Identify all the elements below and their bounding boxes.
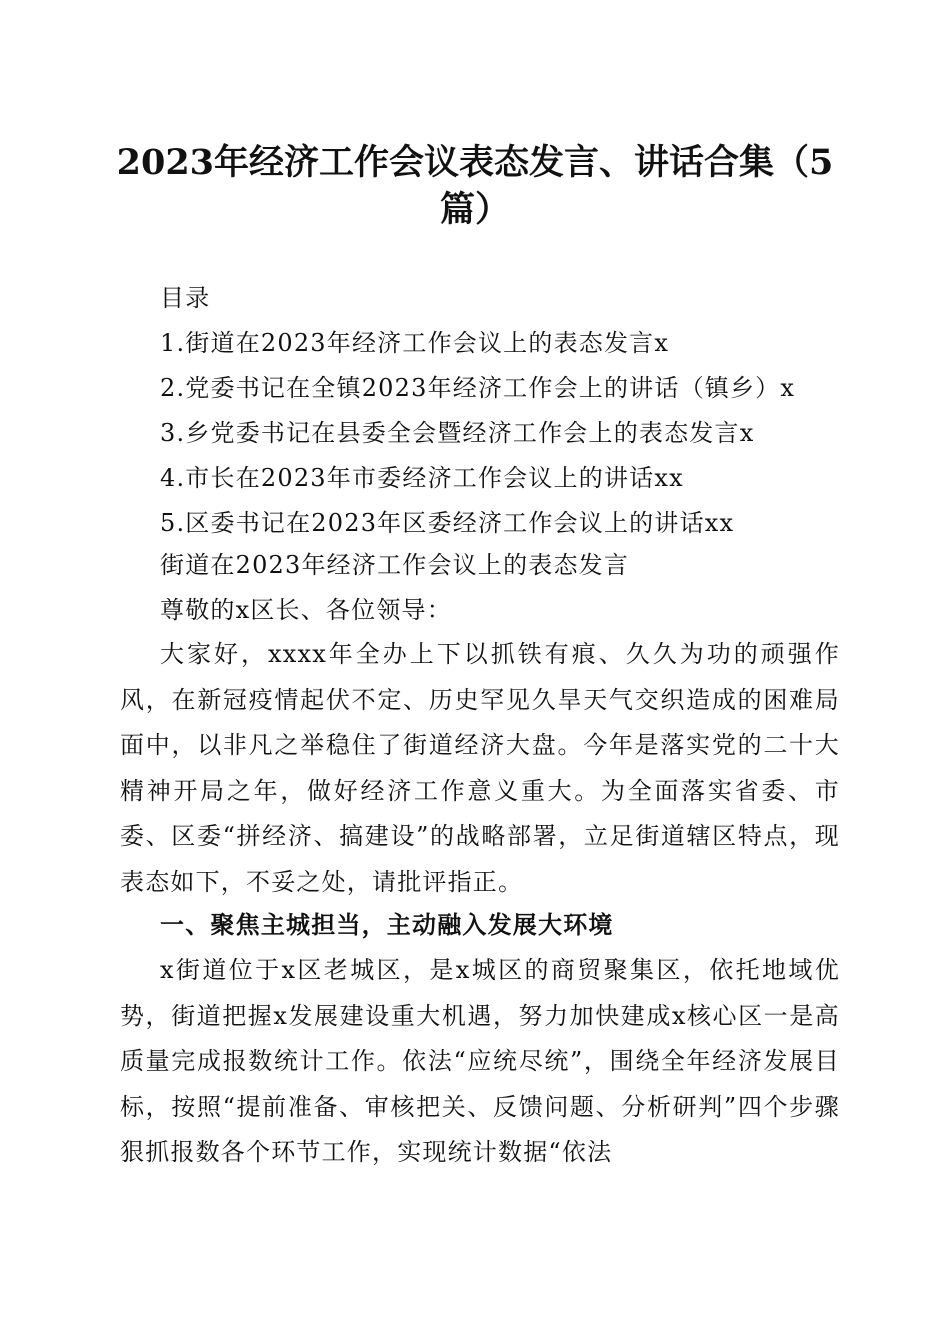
- toc-item: 1.街道在2023年经济工作会议上的表态发言x: [160, 329, 670, 357]
- section-heading-1: 一、聚焦主城担当，主动融入发展大环境: [160, 910, 614, 939]
- document-title-line-1: 2023年经济工作会议表态发言、讲话合集（5: [116, 142, 834, 183]
- speech-title: 街道在2023年经济工作会议上的表态发言: [160, 551, 630, 579]
- body-paragraph-2: x街道位于x区老城区，是x城区的商贸聚集区，依托地域优势，街道把握x发展建设重大机遇，努力加快建成x核心区一是高质量完成报数统计工作。依法“应统尽统”，围绕全年经济发展目标，按照“提前准备、审核把关、反馈问题、分析研判”四个步骤狠抓报数各个环节工作，实现统计数据“依法: [120, 956, 840, 1166]
- toc-item: 3.乡党委书记在县委全会暨经济工作会上的表态发言x: [160, 419, 755, 447]
- salutation: 尊敬的x区长、各位领导：: [160, 596, 452, 624]
- toc-item: 5.区委书记在2023年区委经济工作会议上的讲话xx: [160, 509, 735, 537]
- body-paragraph-1: 大家好，xxxx年全办上下以抓铁有痕、久久为功的顽强作风，在新冠疫情起伏不定、历史罕见久旱天气交织造成的困难局面中，以非凡之举稳住了街道经济大盘。今年是落实党的二十大精神开局之年，做好经济工作意义重大。为全面落实省委、市委、区委“拼经济、搞建设”的战略部署，立足街道辖区特点，现表态如下，不妥之处，请批评指正。: [120, 640, 840, 896]
- toc-heading: 目录: [160, 284, 211, 312]
- toc-item: 4.市长在2023年市委经济工作会议上的讲话xx: [160, 464, 684, 492]
- toc-item: 2.党委书记在全镇2023年经济工作会上的讲话（镇乡）x: [160, 374, 796, 402]
- document-title-line-2: 篇）: [439, 189, 510, 230]
